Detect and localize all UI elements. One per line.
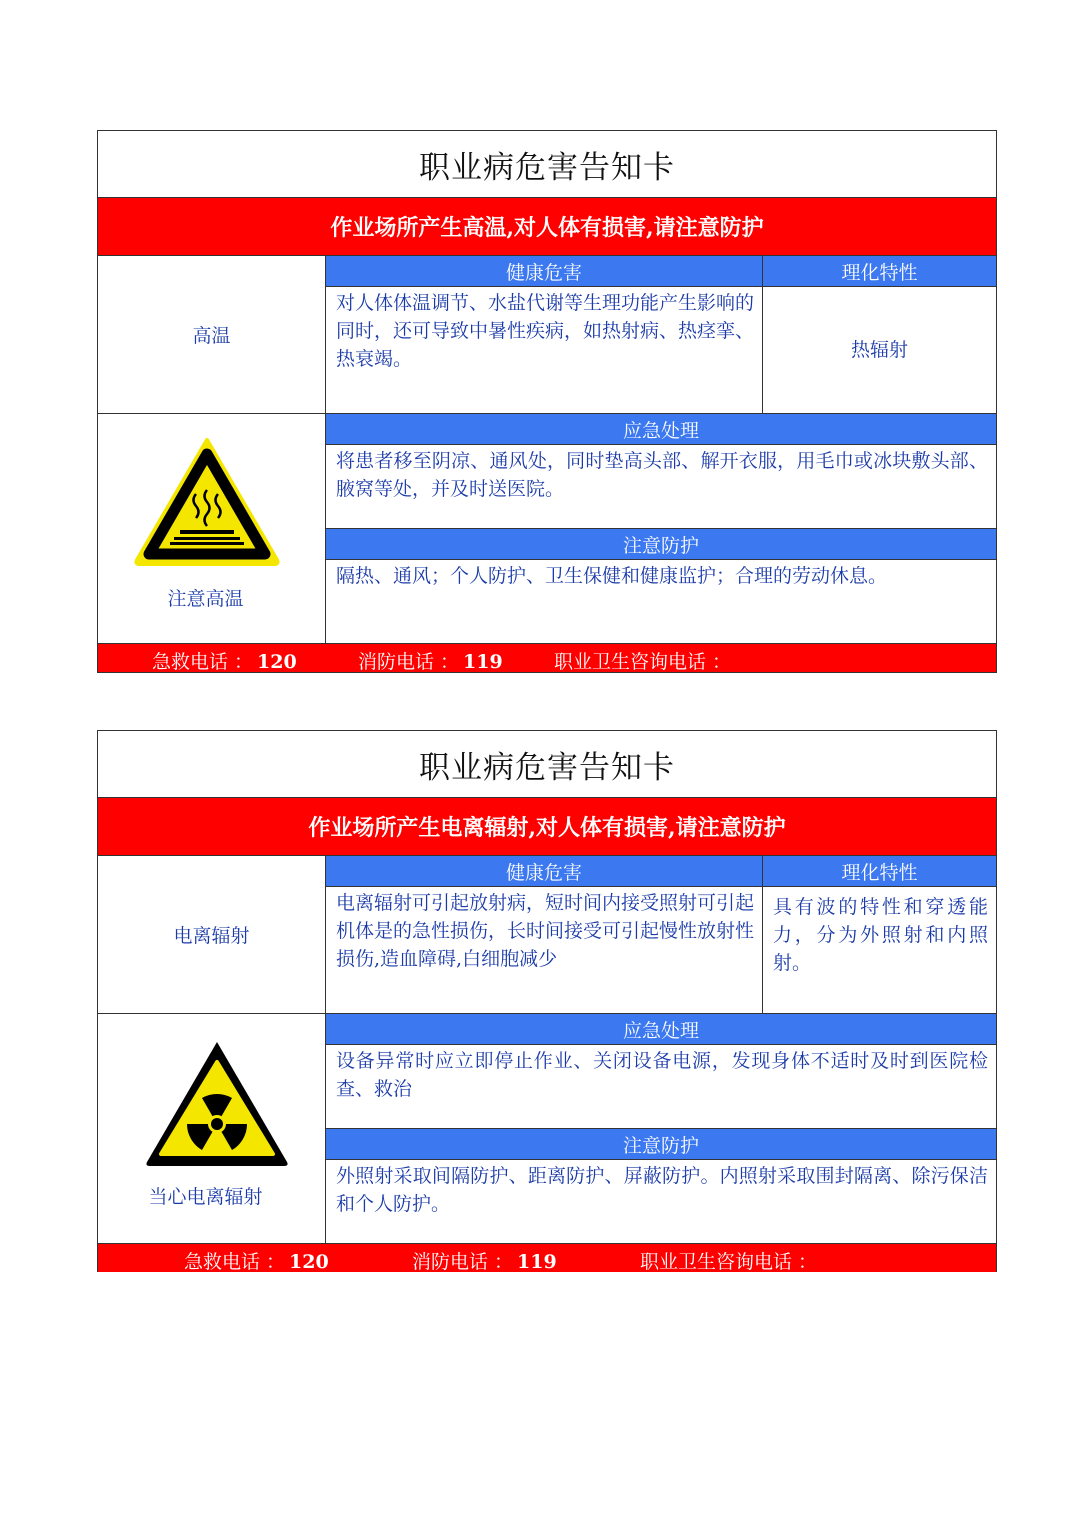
health-hazard-text: 对人体体温调节、水盐代谢等生理功能产生影响的同时，还可导致中暑性疾病，如热射病、热痉挛、热衰竭。 — [336, 292, 755, 370]
properties-text: 热辐射 — [850, 339, 908, 361]
hazard-name: 电离辐射 — [98, 856, 326, 1013]
protection-text: 外照射采取间隔防护、距离防护、屏蔽防护。内照射采取围封隔离、除污保洁和个人防护。 — [336, 1165, 988, 1215]
emergency-header: 应急处理 — [326, 414, 996, 445]
radiation-warning-icon — [142, 1036, 292, 1171]
response-row — [98, 1014, 996, 1244]
hot-surface-warning-icon — [132, 434, 282, 569]
response-column — [326, 1014, 996, 1243]
card-title: 职业病危害告知卡 — [98, 731, 996, 798]
first-aid-phone — [184, 1247, 329, 1274]
properties-text: 具有波的特性和穿透能力，分为外照射和内照射。 — [773, 896, 988, 974]
health-hazard-header: 健康危害 — [326, 256, 762, 287]
health-hazard-text: 电离辐射可引起放射病，短时间内接受照射可引起机体是的急性损伤，长时间接受可引起慢性放射性损伤,造血障碍,白细胞减少 — [336, 892, 755, 970]
hazard-info-row — [98, 256, 996, 414]
protection-header: 注意防护 — [326, 529, 996, 560]
first-aid-label: 急救电话 ： — [184, 1251, 286, 1273]
sign-label: 当心电离辐射 — [148, 1186, 263, 1208]
protection-text: 隔热、通风；个人防护、卫生保健和健康监护；合理的劳动休息。 — [336, 565, 888, 587]
emergency-text: 设备异常时应立即停止作业、关闭设备电源，发现身体不适时及时到医院检查、救治 — [336, 1050, 988, 1100]
properties-header: 理化特性 — [763, 256, 996, 287]
warning-sign-cell — [98, 414, 326, 643]
fire-phone — [358, 647, 503, 674]
hazard-card-radiation — [97, 730, 997, 1272]
health-hazard-section — [326, 256, 763, 413]
sign-label: 注意高温 — [167, 588, 244, 610]
first-aid-number: 120 — [257, 651, 297, 673]
properties-section — [763, 256, 996, 413]
properties-header: 理化特性 — [763, 856, 996, 887]
emergency-header: 应急处理 — [326, 1014, 996, 1045]
fire-label: 消防电话 ： — [358, 651, 460, 673]
response-row — [98, 414, 996, 644]
hazard-card-heat — [97, 130, 997, 673]
health-hazard-section — [326, 856, 763, 1013]
properties-section — [763, 856, 996, 1013]
fire-number: 119 — [463, 651, 503, 673]
first-aid-label: 急救电话 ： — [152, 651, 254, 673]
consult-phone-label: 职业卫生咨询电话 ： — [554, 651, 732, 673]
protection-header: 注意防护 — [326, 1129, 996, 1160]
fire-number: 119 — [517, 1251, 557, 1273]
response-column — [326, 414, 996, 643]
consult-phone-label: 职业卫生咨询电话 ： — [640, 1251, 818, 1273]
protection-section — [326, 1129, 996, 1243]
first-aid-number: 120 — [289, 1251, 329, 1273]
first-aid-phone — [152, 647, 297, 674]
fire-label: 消防电话 ： — [412, 1251, 514, 1273]
health-hazard-header: 健康危害 — [326, 856, 762, 887]
hazard-name: 高温 — [98, 256, 326, 413]
card-title: 职业病危害告知卡 — [98, 131, 996, 198]
emergency-section — [326, 414, 996, 529]
fire-phone — [412, 1247, 557, 1274]
emergency-phone-footer — [98, 1244, 996, 1272]
warning-sign-cell — [98, 1014, 326, 1243]
emergency-text: 将患者移至阴凉、通风处，同时垫高头部、解开衣服，用毛巾或冰块敷头部、腋窝等处，并及时送医院。 — [336, 450, 988, 500]
protection-section — [326, 529, 996, 643]
hazard-info-row — [98, 856, 996, 1014]
warning-banner: 作业场所产生电离辐射,对人体有损害,请注意防护 — [98, 798, 996, 856]
warning-banner: 作业场所产生高温,对人体有损害,请注意防护 — [98, 198, 996, 256]
emergency-phone-footer — [98, 644, 996, 672]
emergency-section — [326, 1014, 996, 1129]
